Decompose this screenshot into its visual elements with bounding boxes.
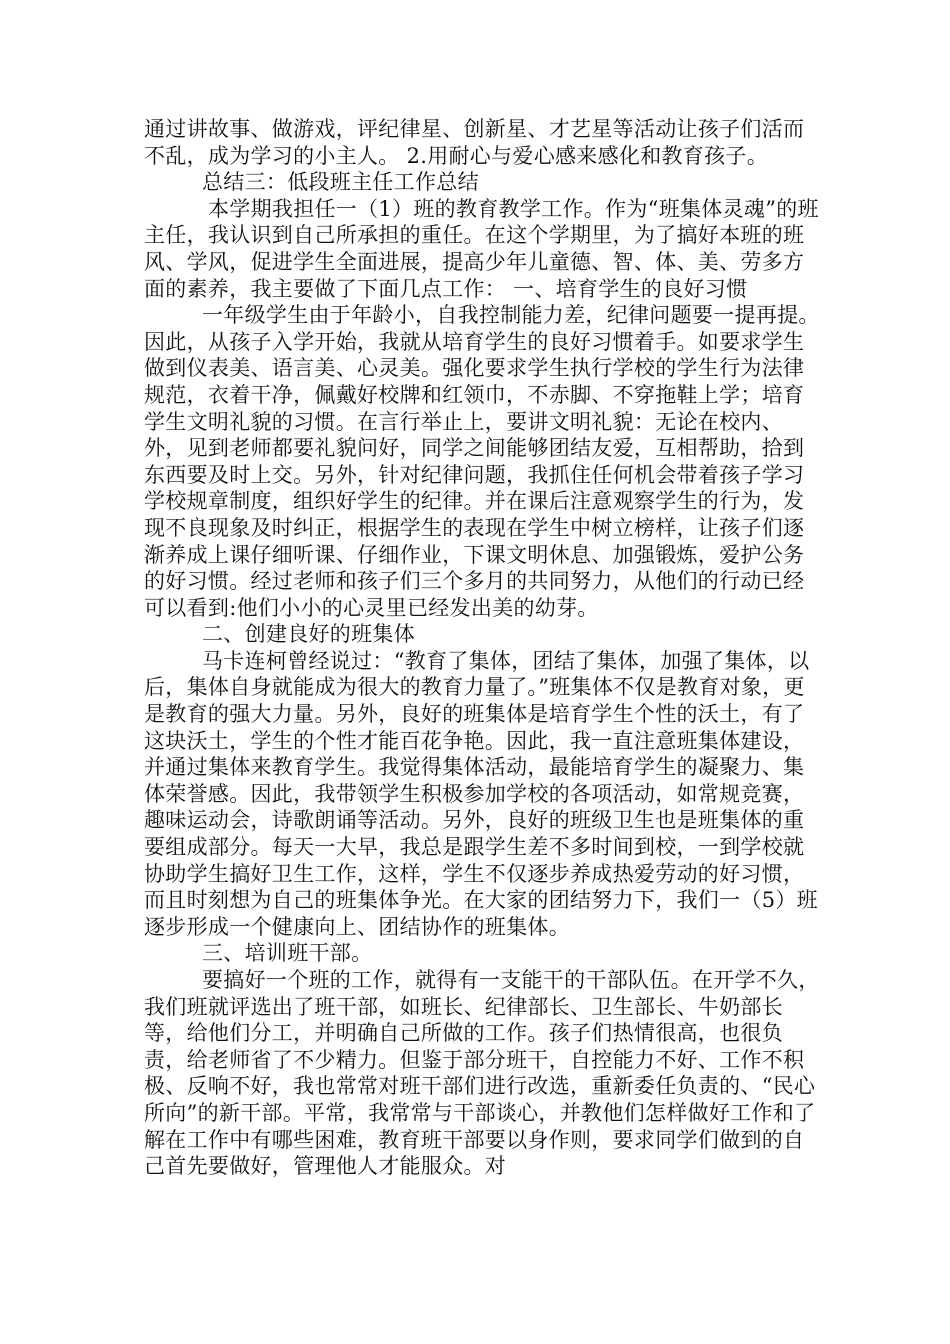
- section-heading-summary-three: 总结三：低段班主任工作总结: [202, 170, 479, 195]
- paragraph-intro-continuation: 通过讲故事、做游戏，评纪律星、创新星、才艺星等活动让孩子们活而不乱，成为学习的小主人。 2.用耐心与爱心感来感化和教育孩子。: [144, 117, 805, 168]
- paragraph-good-habits: 一年级学生由于年龄小，自我控制能力差，纪律问题要一提再提。因此，从孩子入学开始，我就从培育学生的良好习惯着手。如要求学生做到仪表美、语言美、心灵美。强化要求学生执行学校的学生行为法律规范，衣着干净，佩戴好校牌和红领巾，不赤脚、不穿拖鞋上学；培育学生文明礼貌的习惯。在言行举止上，要讲文明礼貌：无论在校内、外，见到老师都要礼貌问好，同学之间能够团结友爱，互相帮助，拾到东西要及时上交。另外，针对纪律问题，我抓住任何机会带着孩子学习学校规章制度，组织好学生的纪律。并在课后注意观察学生的行为，发现不良现象及时纠正，根据学生的表现在学生中树立榜样，让孩子们逐渐养成上课仔细听课、仔细作业，下课文明休息、加强锻炼，爱护公务的好习惯。经过老师和孩子们三个多月的共同努力，从他们的行动已经可以看到:他们小小的心灵里已经发出美的幼芽。: [144, 303, 820, 620]
- paragraph-class-collective: 马卡连柯曾经说过：“教育了集体，团结了集体，加强了集体，以后，集体自身就能成为很大的教育力量了。”班集体不仅是教育对象，更是教育的强大力量。另外，良好的班集体是培育学生个性的沃土，有了这块沃土，学生的个性才能百花争艳。因此，我一直注意班集体建设，并通过集体来教育学生。我觉得集体活动，最能培育学生的凝聚力、集体荣誉感。因此，我带领学生积极参加学校的各项活动，如常规竞赛，趣味运动会，诗歌朗诵等活动。另外，良好的班级卫生也是班集体的重要组成部分。每天一大早，我总是跟学生差不多时间到校，一到学校就协助学生搞好卫生工作，这样，学生不仅逐步养成热爱劳动的好习惯，而且时刻想为自己的班集体争光。在大家的团结努力下，我们一（5）班逐步形成一个健康向上、团结协作的班集体。: [144, 648, 818, 939]
- paragraph-opening: 本学期我担任一（1）班的教育教学工作。作为“班集体灵魂”的班主任，我认识到自己所承担的重任。在这个学期里，为了搞好本班的班风、学风，促进学生全面进展，提高少年儿童德、智、体、美、劳多方面的素养，我主要做了下面几点工作： 一、培育学生的良好习惯: [144, 196, 819, 301]
- section-heading-class-cadres: 三、培训班干部。: [202, 941, 373, 966]
- section-heading-class-collective: 二、创建良好的班集体: [202, 622, 415, 647]
- paragraph-class-cadres: 要搞好一个班的工作，就得有一支能干的干部队伍。在开学不久，我们班就评选出了班干部，如班长、纪律部长、卫生部长、牛奶部长等，给他们分工，并明确自己所做的工作。孩子们热情很高，也很负责，给老师省了不少精力。但鉴于部分班干，自控能力不好、工作不积极、反响不好，我也常常对班干部们进行改选，重新委任负责的、“民心所向”的新干部。平常，我常常与干部谈心，并教他们怎样做好工作和了解在工作中有哪些困难，教育班干部要以身作则，要求同学们做到的自己首先要做好，管理他人才能服众。对: [144, 968, 820, 1179]
- document-body: [144, 116, 824, 1180]
